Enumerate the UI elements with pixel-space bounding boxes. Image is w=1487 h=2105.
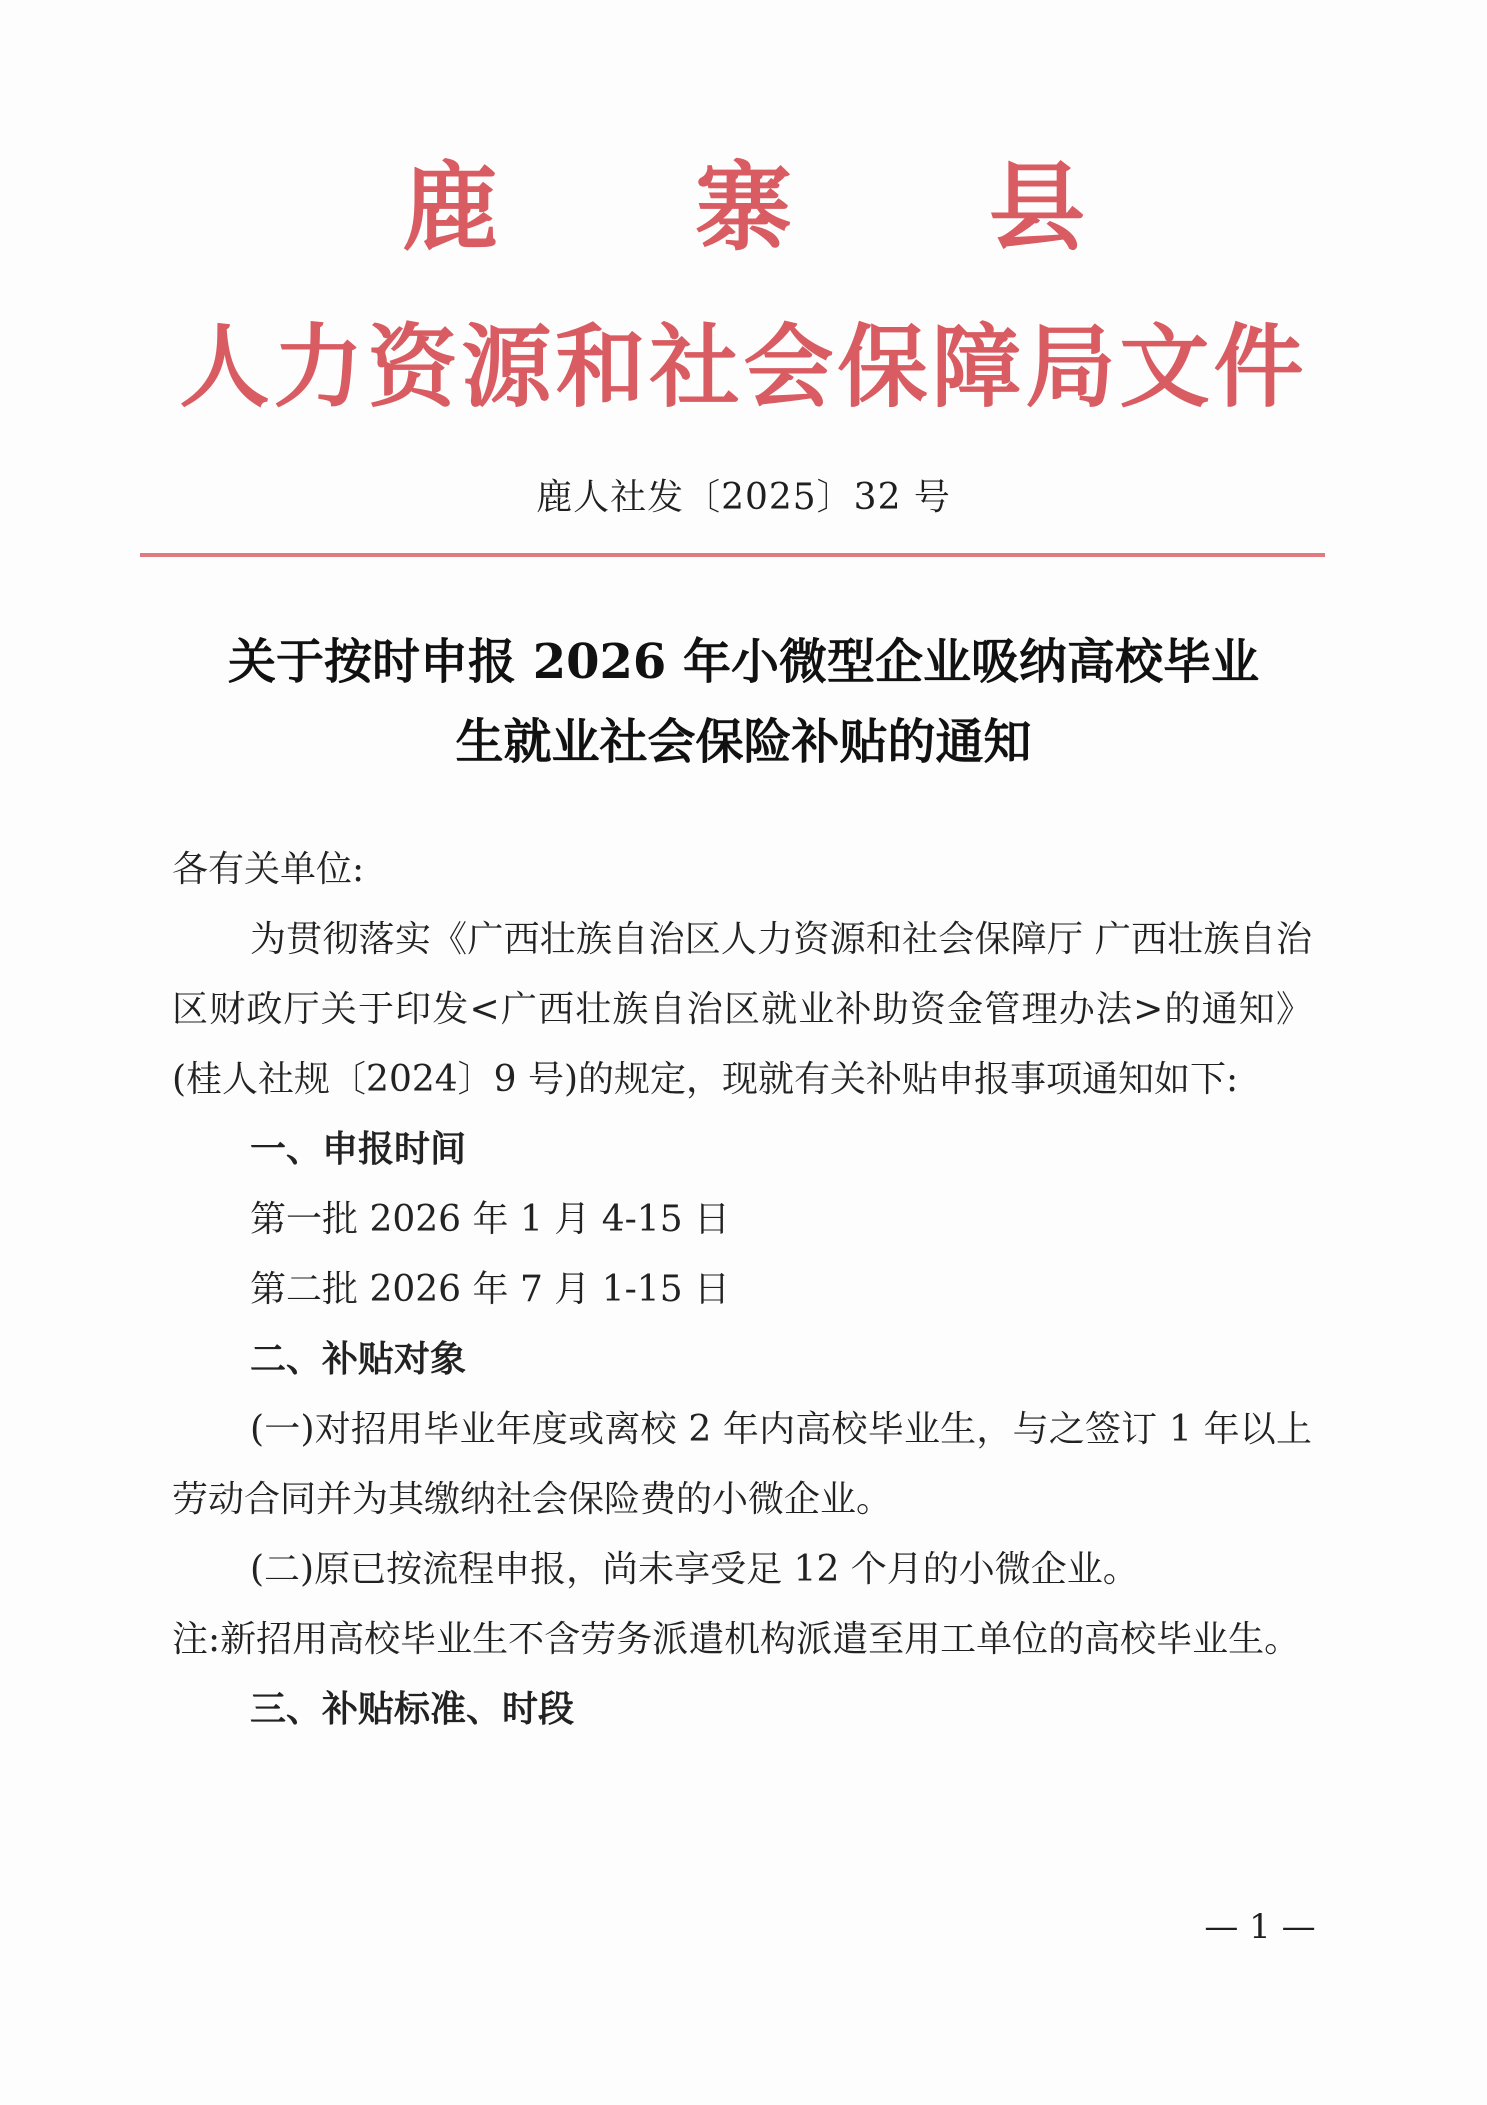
section2-note: 注:新招用高校毕业生不含劳务派遣机构派遣至用工单位的高校毕业生。 (172, 1619, 1301, 1660)
section2-item2: (二)原已按流程申报，尚未享受足 12 个月的小微企业。 (250, 1549, 1139, 1590)
title-line2: 生就业社会保险补贴的通知 (455, 714, 1032, 770)
section1-item-batch2: 第二批 2026 年 7 月 1-15 日 (250, 1269, 731, 1310)
document-number: 鹿人社发〔2025〕32 号 (536, 477, 951, 518)
agency-name-line2: 人力资源和社会保障局文件 (179, 314, 1308, 420)
intro-paragraph: 为贯彻落实《广西壮族自治区人力资源和社会保障厅 广西壮族自治区财政厅关于印发<广西壮族自治区就业补助资金管理办法>的通知》(桂人社规〔2024〕9 号)的规定，现就有关补贴申报事项通知如下: (172, 919, 1312, 1100)
agency-name-line1: 鹿 寨 县 (402, 151, 1167, 264)
section1-heading: 一、申报时间 (250, 1129, 467, 1170)
title-line1: 关于按时申报 2026 年小微型企业吸纳高校毕业 (227, 634, 1260, 690)
salutation: 各有关单位: (172, 849, 365, 890)
section3-heading: 三、补贴标准、时段 (250, 1689, 575, 1730)
document-body (172, 835, 1312, 1745)
page-number: — 1 — (1204, 1907, 1316, 1947)
section2-heading: 二、补贴对象 (250, 1339, 467, 1380)
red-divider-line (140, 553, 1325, 557)
section2-item1: (一)对招用毕业年度或离校 2 年内高校毕业生，与之签订 1 年以上劳动合同并为其缴纳社会保险费的小微企业。 (172, 1409, 1312, 1520)
document-title (130, 622, 1357, 782)
section1-item-batch1: 第一批 2026 年 1 月 4-15 日 (250, 1199, 731, 1240)
